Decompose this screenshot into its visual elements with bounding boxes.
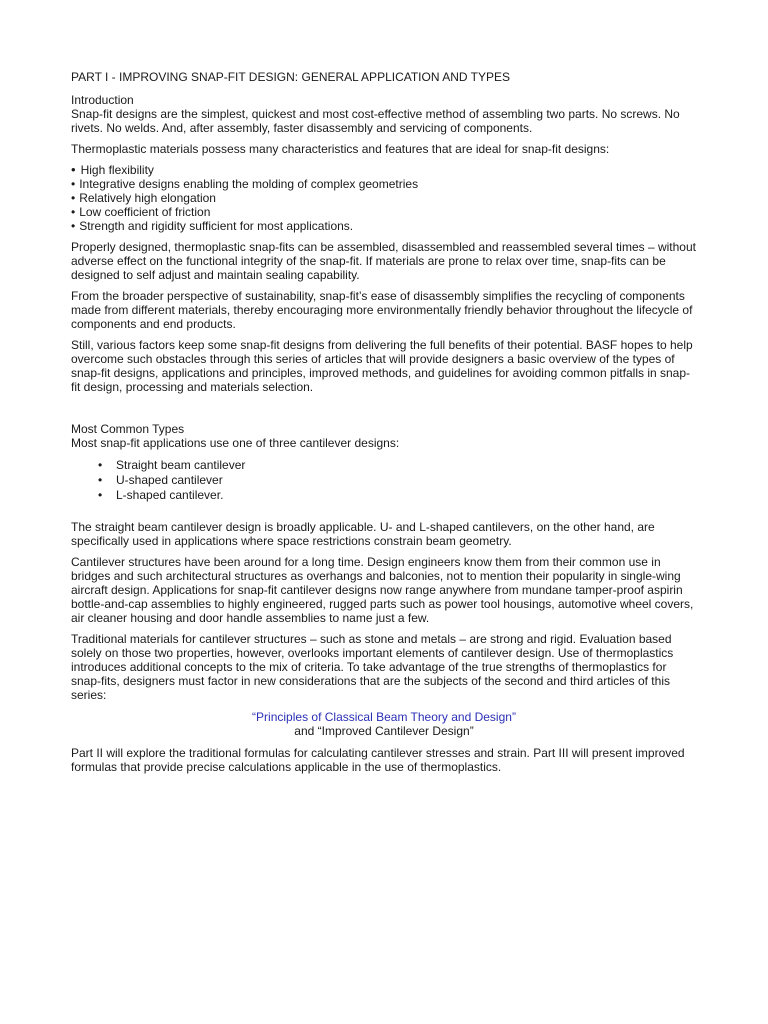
cantilever-list [71, 458, 697, 503]
intro-paragraph-2: Thermoplastic materials possess many characteristics and features that are ideal for snap-fit designs: [71, 142, 610, 156]
quote-open: “ [252, 710, 257, 724]
intro-paragraph-4: From the broader perspective of sustainability, snap-fit’s ease of disassembly simplifies the recycling of components made from different materials, thereby encouraging more environmentally friendly behavior throughout the lifecycle of components and end products. [71, 289, 693, 331]
types-paragraph-2: Cantilever structures have been around for a long time. Design engineers know them from their common use in bridges and such architectural structures as overhangs and balconies, not to mention their popularity in single-wing aircraft design. Applications for snap-fit cantilever designs now range anywhere from mundane tamper-proof aspirin bottle-and-cap assemblies to highly engineered, rugged parts such as power tool housings, automotive wheel covers, air cleaner housing and door handle assemblies to name just a few. [71, 555, 694, 625]
intro-paragraph-3: Properly designed, thermoplastic snap-fits can be assembled, disassembled and reassembled several times – without adverse effect on the functional integrity of the snap-fit. If materials are prone to relax over time, snap-fits can be designed to self adjust and maintain sealing capability. [71, 240, 696, 282]
reference-line-2: and “Improved Cantilever Design” [294, 724, 474, 738]
types-heading: Most Common Types [71, 422, 185, 436]
list-item: • Low coefficient of friction [71, 205, 697, 219]
types-paragraph-3: Traditional materials for cantilever structures – such as stone and metals – are strong and rigid. Evaluation based solely on those two properties, however, overlooks important elements of cantilever design. Use of thermoplastics introduces additional concepts to the mix of criteria. To take advantage of the true strengths of thermoplastics for snap-fits, designers must factor in new considerations that are the subjects of the second and third articles of this series: [71, 632, 674, 702]
quote-close: ” [511, 710, 516, 724]
reference-line-1 [71, 710, 697, 724]
feature-list [71, 163, 697, 233]
intro-paragraph-1: Snap-fit designs are the simplest, quickest and most cost-effective method of assembling two parts. No screws. No rivets. No welds. And, after assembly, faster disassembly and servicing of components. [71, 107, 680, 135]
list-item: • Strength and rigidity sufficient for most applications. [71, 219, 697, 233]
list-item: • Relatively high elongation [71, 191, 697, 205]
list-item: • Straight beam cantilever [98, 458, 697, 473]
intro-heading: Introduction [71, 93, 134, 107]
list-item: • L-shaped cantilever. [98, 488, 697, 503]
list-item: • High flexibility [71, 163, 697, 177]
types-lead: Most snap-fit applications use one of three cantilever designs: [71, 436, 400, 450]
list-item: • U-shaped cantilever [98, 473, 697, 488]
types-paragraph-1: The straight beam cantilever design is broadly applicable. U- and L-shaped cantilevers, on the other hand, are specifically used in applications where space restrictions constrain beam geometry. [71, 520, 655, 548]
types-paragraph-4: Part II will explore the traditional formulas for calculating cantilever stresses and strain. Part III will present improved formulas that provide precise calculations applicable in the use of thermoplastics. [71, 746, 685, 774]
document-page [71, 70, 697, 774]
document-title: PART I - IMPROVING SNAP-FIT DESIGN: GENERAL APPLICATION AND TYPES [71, 70, 510, 84]
intro-paragraph-5: Still, various factors keep some snap-fit designs from delivering the full benefits of their potential. BASF hopes to help overcome such obstacles through this series of articles that will provide designers a basic overview of the types of snap-fit designs, applications and principles, improved methods, and guidelines for avoiding common pitfalls in snap-fit design, processing and materials selection. [71, 338, 693, 394]
reference-link[interactable]: Principles of Classical Beam Theory and Design [256, 710, 512, 724]
list-item: • Integrative designs enabling the molding of complex geometries [71, 177, 697, 191]
